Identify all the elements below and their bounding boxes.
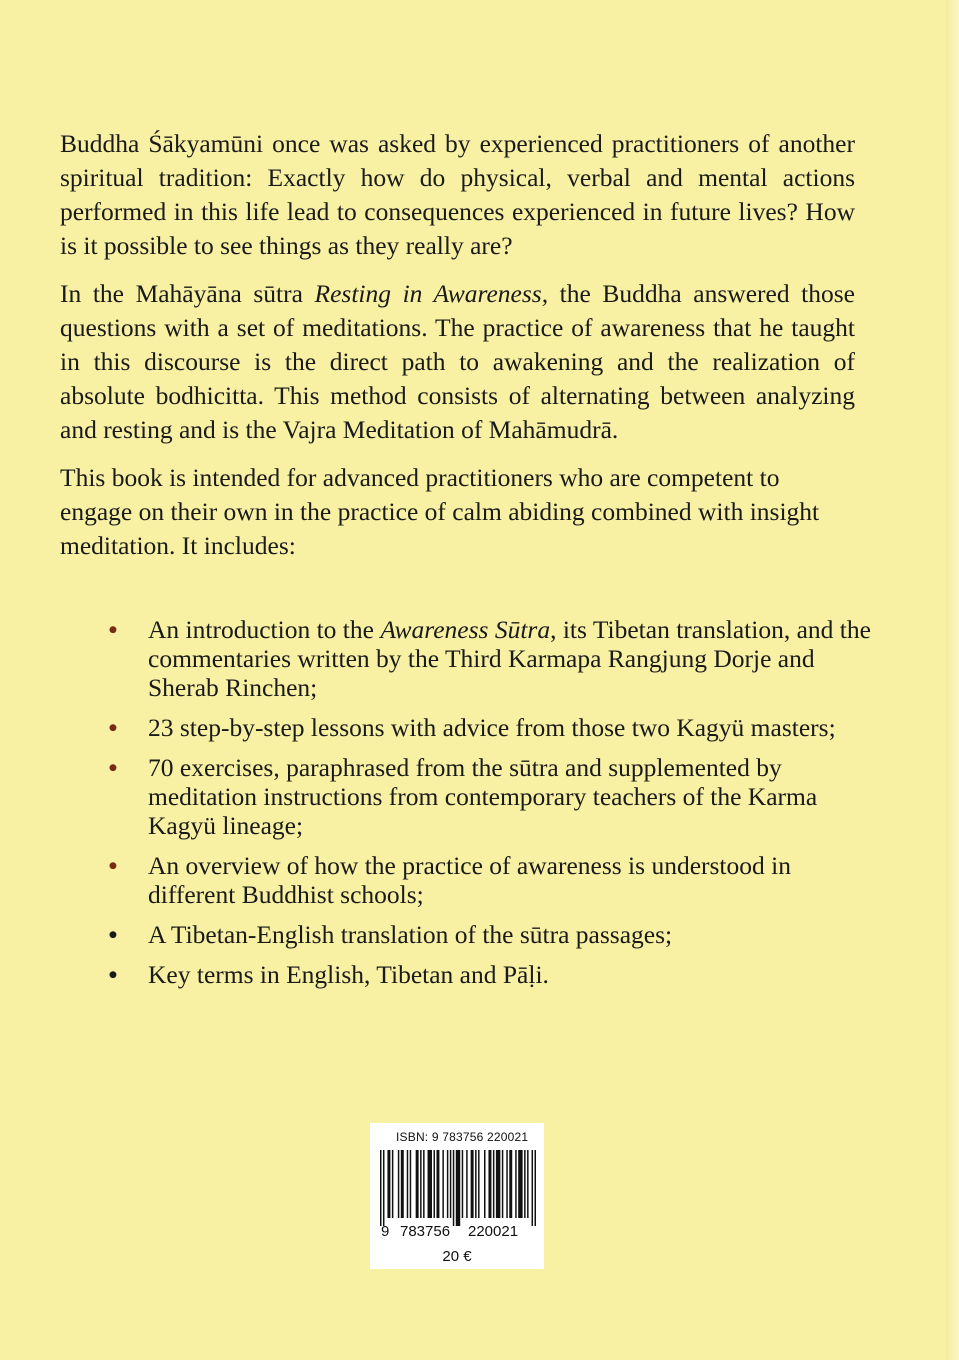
cover-edge [946, 0, 959, 1360]
list-item [0, 851, 880, 909]
blurb-paragraph-1: Buddha Śākyamūni once was asked by experienced practitioners of another spiritual tradition: Exactly how do physical, verbal and mental actions performed in this life lead to consequences experienced in future lives? How is it possible to see things as they really are? [60, 129, 855, 260]
price-label: 20 € [442, 1248, 472, 1265]
item-text: A Tibetan-English translation of the sūtra passages; [148, 920, 673, 949]
isbn-digit-group-2: 220021 [468, 1223, 519, 1240]
list-item [0, 960, 880, 989]
blurb [60, 127, 855, 577]
bullet-icon: • [108, 753, 118, 782]
isbn-digit-lead: 9 [381, 1223, 390, 1240]
bullet-icon: • [108, 960, 118, 989]
list-item [0, 753, 880, 840]
isbn-text: ISBN: 9 783756 220021 [396, 1130, 529, 1144]
blurb-paragraph-2 [60, 277, 855, 447]
item-text: Key terms in English, Tibetan and Pāḷi. [148, 960, 549, 989]
list-item [0, 920, 880, 949]
item-text: 70 exercises, paraphrased from the sūtra and supplemented by meditation instructions from contemporary teachers of the Karma Kagyü lineage; [148, 753, 818, 840]
blurb-paragraph-3: This book is intended for advanced practitioners who are competent to engage on their own in the practice of calm abiding combined with insight meditation. It includes: [60, 463, 820, 560]
bullet-icon: • [108, 615, 118, 644]
p2-intro: In the Mahāyāna sūtra [60, 279, 315, 308]
barcode-label [370, 1123, 544, 1269]
isbn-digit-group-1: 783756 [400, 1223, 451, 1240]
item-text-cont: , its Tibetan translation, and the commentaries written by the Third Karmapa Rangjung Dorje and Sherab Rinchen; [148, 615, 871, 702]
barcode-icon [380, 1150, 536, 1226]
contents-list [0, 615, 880, 1000]
item-text: An introduction to the [148, 615, 381, 644]
list-item [0, 713, 880, 742]
sutra-title: Resting in Awareness, [314, 279, 549, 308]
item-text: An overview of how the practice of awareness is understood in different Buddhist schools; [148, 851, 791, 909]
item-title: Awareness Sūtra [380, 615, 551, 644]
list-item [0, 615, 880, 702]
bullet-icon: • [108, 920, 118, 949]
bullet-icon: • [108, 713, 118, 742]
p2-body: the Buddha answered those questions with a set of meditations. The practice of awareness that he taught in this discourse is the direct path to awakening and the realization of absolute bodhicitta. This method consists of alternating between analyzing and resting and is the Vajra Meditation of Mahāmudrā. [60, 279, 855, 444]
bullet-icon: • [108, 851, 118, 880]
item-text: 23 step-by-step lessons with advice from those two Kagyü masters; [148, 713, 836, 742]
